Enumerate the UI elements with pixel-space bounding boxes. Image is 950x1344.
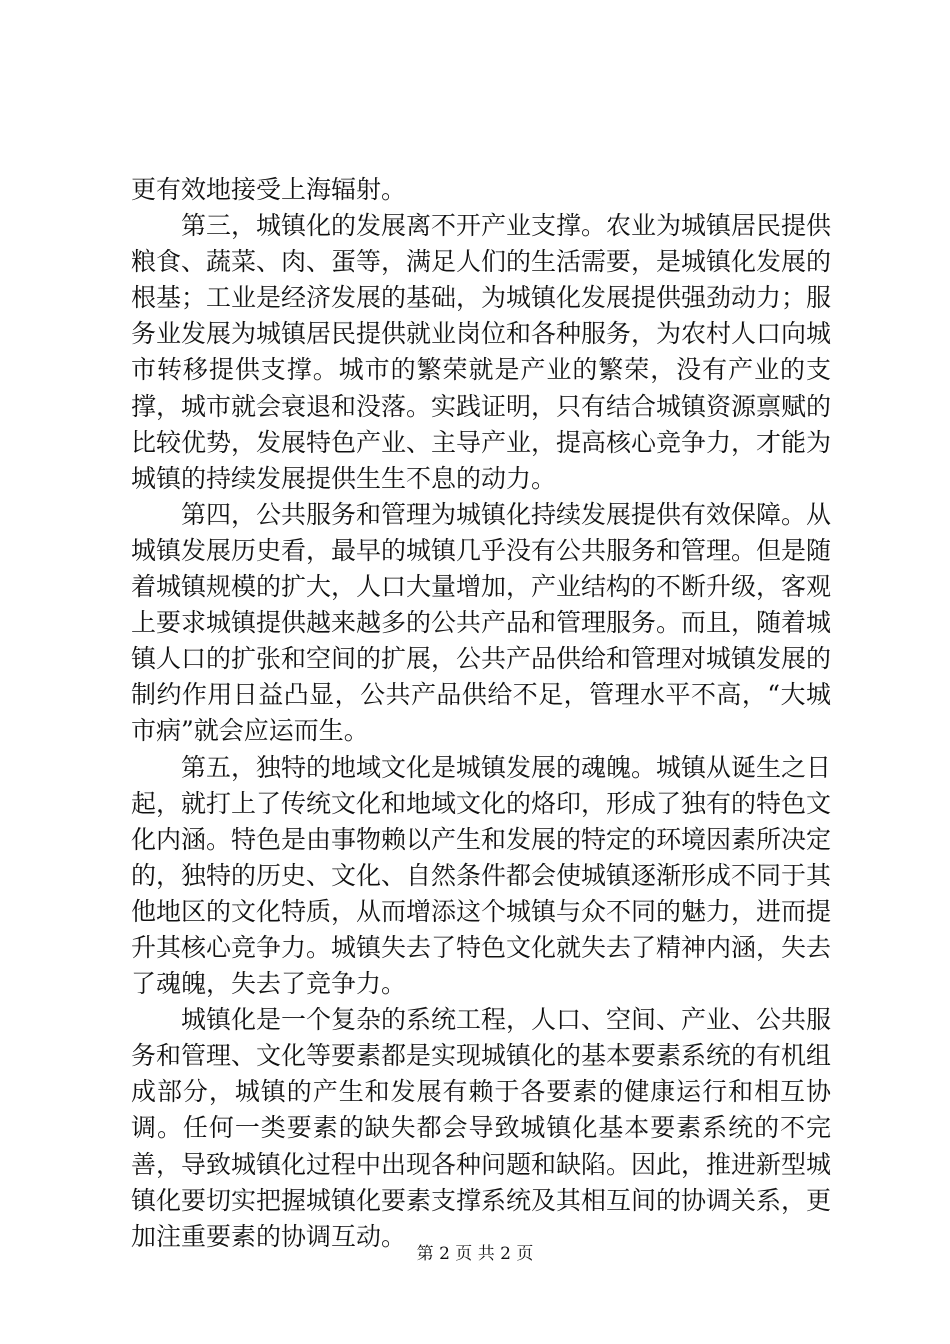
- page-footer: 第 2 页 共 2 页: [416, 1244, 534, 1264]
- paragraph-regional-culture: 第五，独特的地域文化是城镇发展的魂魄。城镇从诞生之日起，就打上了传统文化和地域文化的烙印，形成了独有的特色文化内涵。特色是由事物赖以产生和发展的特定的环境因素所决定的，独特的历史、文化、自然条件都会使城镇逐渐形成不同于其他地区的文化特质，从而增添这个城镇与众不同的魅力，进而提升其核心竞争力。城镇失去了特色文化就失去了精神内涵，失去了魂魄，失去了竞争力。: [131, 752, 832, 999]
- paragraph-public-services: 第四，公共服务和管理为城镇化持续发展提供有效保障。从城镇发展历史看，最早的城镇几乎没有公共服务和管理。但是随着城镇规模的扩大，人口大量增加，产业结构的不断升级，客观上要求城镇提供越来越多的公共产品和管理服务。而且，随着城镇人口的扩张和空间的扩展，公共产品供给和管理对城镇发展的制约作用日益凸显，公共产品供给不足，管理水平不高，“大城市病”就会应运而生。: [131, 499, 832, 746]
- paragraph-continuation: 更有效地接受上海辐射。: [131, 175, 407, 204]
- paragraph-industry-support: 第三，城镇化的发展离不开产业支撑。农业为城镇居民提供粮食、蔬菜、肉、蛋等，满足人们的生活需要，是城镇化发展的根基；工业是经济发展的基础，为城镇化发展提供强劲动力；服务业发展为城镇居民提供就业岗位和各种服务，为农村人口向城市转移提供支撑。城市的繁荣就是产业的繁荣，没有产业的支撑，城市就会衰退和没落。实践证明，只有结合城镇资源禀赋的比较优势，发展特色产业、主导产业，提高核心竞争力，才能为城镇的持续发展提供生生不息的动力。: [131, 211, 832, 493]
- paragraph-conclusion: 城镇化是一个复杂的系统工程，人口、空间、产业、公共服务和管理、文化等要素都是实现城镇化的基本要素系统的有机组成部分，城镇的产生和发展有赖于各要素的健康运行和相互协调。任何一类要素的缺失都会导致城镇化基本要素系统的不完善，导致城镇化过程中出现各种问题和缺陷。因此，推进新型城镇化要切实把握城镇化要素支撑系统及其相互间的协调关系，更加注重要素的协调互动。: [131, 1005, 832, 1251]
- document-body: [131, 172, 831, 1255]
